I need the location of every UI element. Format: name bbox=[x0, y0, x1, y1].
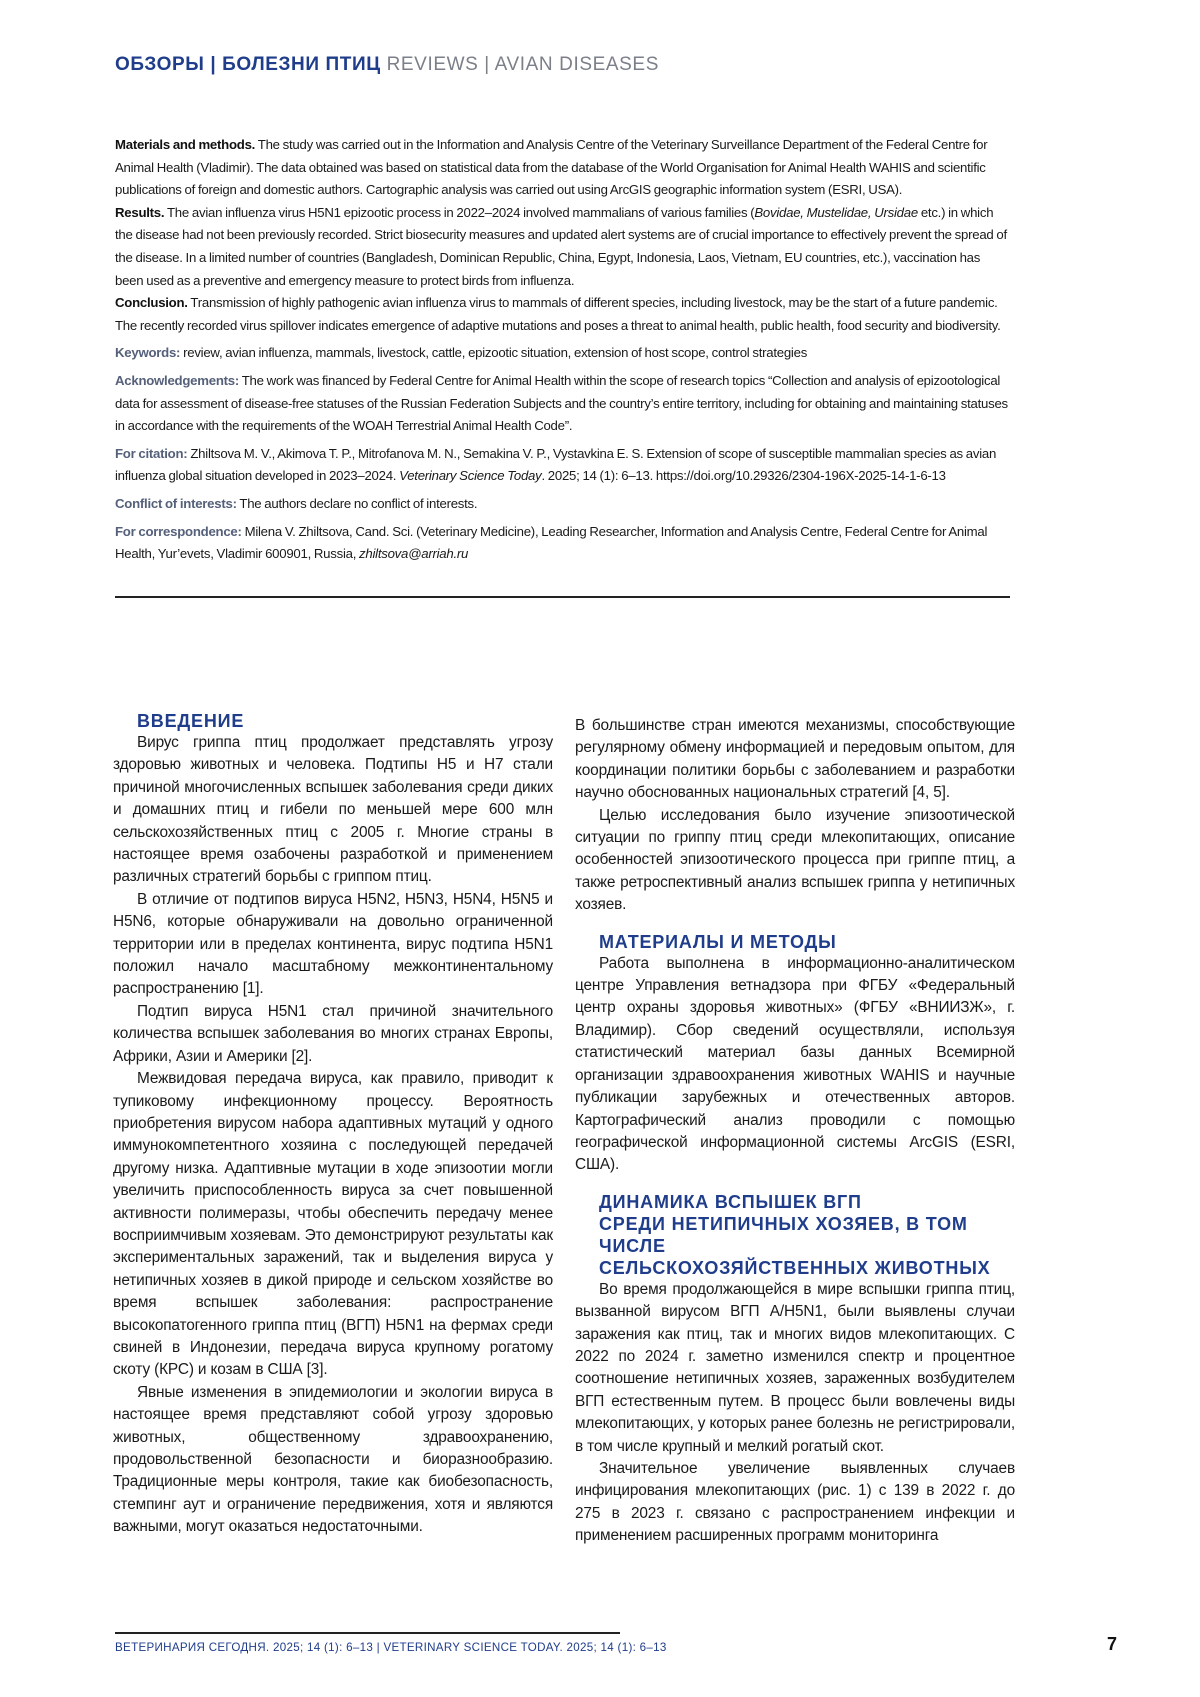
keywords-label: Keywords: bbox=[115, 345, 181, 361]
correspondence-email[interactable]: zhiltsova@arriah.ru bbox=[359, 546, 469, 562]
running-header bbox=[115, 54, 659, 76]
abstract-conclusion bbox=[115, 292, 1010, 337]
right-column bbox=[575, 715, 1015, 1548]
conclusion-label: Conclusion. bbox=[115, 295, 188, 311]
conflict-label: Conflict of interests: bbox=[115, 495, 237, 511]
conflict-text: The authors declare no conflict of interests. bbox=[239, 495, 478, 511]
footer-divider bbox=[115, 1632, 620, 1634]
correspondence-label: For correspondence: bbox=[115, 523, 242, 539]
results-text-a: The avian influenza virus H5N1 epizootic process in 2022–2024 involved mammalians of various families ( bbox=[167, 204, 755, 220]
footer-journal-info: ВЕТЕРИНАРИЯ СЕГОДНЯ. 2025; 14 (1): 6–13 | VETERINARY SCIENCE TODAY. 2025; 14 (1): 6–13 bbox=[115, 1641, 667, 1654]
citation-journal: Veterinary Science Today bbox=[399, 468, 542, 484]
citation-text-a: Zhiltsova M. V., Akimova T. P., Mitrofanova M. N., Semakina V. P., Vystavkina E. S. Extension of scope of susceptible mammalian species as avian influenza global situation developed in 2023–2024. bbox=[115, 445, 997, 484]
dynamics-paragraph-1: Во время продолжающейся в мире вспышки гриппа птиц, вызванной вирусом ВГП A/H5N1, были выявлены случаи заражения как птиц, так и многих видов млекопитающих. С 2022 по 2024 г. заметно изменился спектр и процентное соотношение нетипичных хозяев, зараженных возбудителем ВГП естественным путем. В процесс были вовлечены виды млекопитающих, у которых ранее болезнь не регистрировали, в том числе крупный и мелкий рогатый скот. bbox=[575, 1280, 1015, 1455]
abstract-acknowledgements bbox=[115, 370, 1010, 438]
keywords-text: review, avian influenza, mammals, livestock, cattle, epizootic situation, extension of host scope, control strategies bbox=[183, 345, 808, 361]
abstract-keywords bbox=[115, 342, 1010, 365]
abstract-correspondence bbox=[115, 521, 1010, 566]
citation-label: For citation: bbox=[115, 445, 188, 461]
results-families: Bovidae, Mustelidae, Ursidae bbox=[754, 204, 918, 220]
heading-materials-methods: МАТЕРИАЛЫ И МЕТОДЫ bbox=[599, 931, 837, 952]
heading-dynamics-line-1: ДИНАМИКА ВСПЫШЕК ВГП bbox=[599, 1191, 862, 1212]
materials-text: The study was carried out in the Information and Analysis Centre of the Veterinary Surveillance Department of the Federal Centre for Animal Health (Vladimir). The data obtained was based on statistical data from the database of the World Organisation for Animal Health WAHIS and scientific publications of foreign and domestic authors. Cartographic analysis was carried out using ArcGIS geographic information system (ESRI, USA). bbox=[115, 137, 988, 198]
intro-paragraph-5: Явные изменения в эпидемиологии и экологии вируса в настоящее время представляют собой угрозу здоровью животных, общественному здравоохранению, продовольственной безопасности и биоразнообразию. Традиционные меры контроля, такие как биобезопасность, стемпинг аут и ограничение передвижения, хотя и являются важными, могут оказаться недостаточными. bbox=[113, 1383, 553, 1536]
results-label: Results. bbox=[115, 204, 165, 220]
methods-paragraph: Работа выполнена в информационно-аналитическом центре Управления ветнадзора при ФГБУ «Федеральный центр охраны здоровья животных» (ФГБУ «ВНИИЗЖ», г. Владимир). Сбор сведений осуществляли, используя статистический материал базы данных Всемирной организации здравоохранения животных WAHIS и научные публикации зарубежных и отечественных авторов. Картографический анализ проводили с помощью географической информационной системы ArcGIS (ESRI, США). bbox=[575, 954, 1015, 1174]
materials-label: Materials and methods. bbox=[115, 137, 256, 152]
correspondence-text: Milena V. Zhiltsova, Cand. Sci. (Veterinary Medicine), Leading Researcher, Information and Analysis Centre, Federal Centre for Animal Health, Yur’evets, Vladimir 600901, Russia, bbox=[115, 523, 988, 562]
dynamics-paragraph-2: Значительное увеличение выявленных случаев инфицирования млекопитающих (рис. 1) с 139 в 2022 г. до 275 в 2023 г. связано с распространением инфекции и применением расширенных программ мониторинга bbox=[575, 1459, 1015, 1545]
abstract-citation bbox=[115, 443, 1010, 488]
intro-continued-paragraph: В большинстве стран имеются механизмы, способствующие регулярному обмену информацией и передовым опытом, для координации политики борьбы с заболеванием и разработки научно обоснованных национальных стратегий [4, 5]. bbox=[575, 717, 1015, 802]
abstract-block bbox=[115, 134, 1010, 566]
citation-text-b: . 2025; 14 (1): 6–13. https://doi.org/10.29326/2304-196X-2025-14-1-6-13 bbox=[541, 468, 946, 484]
abstract-conflict bbox=[115, 493, 1010, 516]
intro-paragraph-4: Межвидовая передача вируса, как правило, приводит к тупиковому инфекционному процессу. Вероятность приобретения вирусом набора адаптивных мутаций у одного иммунокомпетентного хозяина с последующей передачей другому низка. Адаптивные мутации в ходе эпизоотии могли увеличить приспособленность вируса за счет повышенной активности полимеразы, чтобы обеспечить передачу менее восприимчивым хозяевам. Это демонстрируют результаты как экспериментальных заражений, так и выделения вируса у нетипичных хозяев в дикой природе и сельском хозяйстве во время вспышек заболевания: распространение высокопатогенного гриппа птиц (ВГП) H5N1 на фермах среди свиней в Индонезии, передача вируса крупному рогатому скоту (КРС) и козам в США [3]. bbox=[113, 1070, 553, 1379]
results-text-b: etc.) in which the disease had not been previously recorded. Strict biosecurity measures and updated alert systems are of crucial importance to effectively prevent the spread of the disease. In a limited number of countries (Bangladesh, Dominican Republic, China, Egypt, Indonesia, Laos, Vietnam, EU countries, etc.), vaccination has been used as a preventive and emergency measure to protect birds from influenza. bbox=[115, 204, 1007, 288]
page-number: 7 bbox=[1107, 1634, 1118, 1654]
heading-dynamics-line-3: СЕЛЬСКОХОЗЯЙСТВЕННЫХ ЖИВОТНЫХ bbox=[599, 1257, 991, 1278]
header-section-en: REVIEWS | AVIAN DISEASES bbox=[386, 54, 659, 75]
intro-paragraph-2: В отличие от подтипов вируса H5N2, H5N3, H5N4, H5N5 и H5N6, которые обнаруживали на довольно ограниченной территории или в пределах континента, вирус подтипа H5N1 положил начало масштабному межконтинентальному распространению [1]. bbox=[113, 890, 553, 998]
heading-introduction: ВВЕДЕНИЕ bbox=[137, 711, 245, 731]
abstract-divider bbox=[115, 596, 1010, 598]
acknowledgements-text: The work was financed by Federal Centre for Animal Health within the scope of research topics “Collection and analysis of epizootological data for assessment of disease-free statuses of the Russian Federation Subjects and the country’s entire territory, including for obtaining and maintaining statuses in accordance with the requirements of the WOAH Terrestrial Animal Health Code”. bbox=[115, 372, 1008, 434]
conclusion-text: Transmission of highly pathogenic avian influenza virus to mammals of different species, including livestock, may be the start of a future pandemic. The recently recorded virus spillover indicates emergence of adaptive mutations and poses a threat to animal health, public health, food security and biodiversity. bbox=[115, 295, 1001, 333]
abstract-results bbox=[115, 202, 1010, 292]
abstract-materials bbox=[115, 134, 1010, 202]
left-column bbox=[113, 710, 553, 1539]
heading-dynamics-line-2: СРЕДИ НЕТИПИЧНЫХ ХОЗЯЕВ, В ТОМ ЧИСЛЕ bbox=[599, 1213, 968, 1256]
intro-paragraph-3: Подтип вируса H5N1 стал причиной значительного количества вспышек заболевания во многих странах Европы, Африки, Азии и Америки [2]. bbox=[113, 1002, 553, 1065]
aim-paragraph: Целью исследования было изучение эпизоотической ситуации по гриппу птиц среди млекопитающих, описание особенностей эпизоотического процесса при гриппе птиц, а также ретроспективный анализ вспышек гриппа у нетипичных хозяев. bbox=[575, 806, 1015, 914]
intro-paragraph-1: Вирус гриппа птиц продолжает представлять угрозу здоровью животных и человека. Подтипы H5 и H7 стали причиной многочисленных вспышек заболевания среди диких и домашних птиц и гибели по меньшей мере 600 млн сельскохозяйственных птиц с 2005 г. Многие страны в настоящее время озабочены разработкой и применением различных стратегий борьбы с гриппом птиц. bbox=[113, 734, 553, 886]
acknowledgements-label: Acknowledgements: bbox=[115, 372, 239, 388]
header-section-ru: ОБЗОРЫ | БОЛЕЗНИ ПТИЦ bbox=[115, 54, 381, 75]
